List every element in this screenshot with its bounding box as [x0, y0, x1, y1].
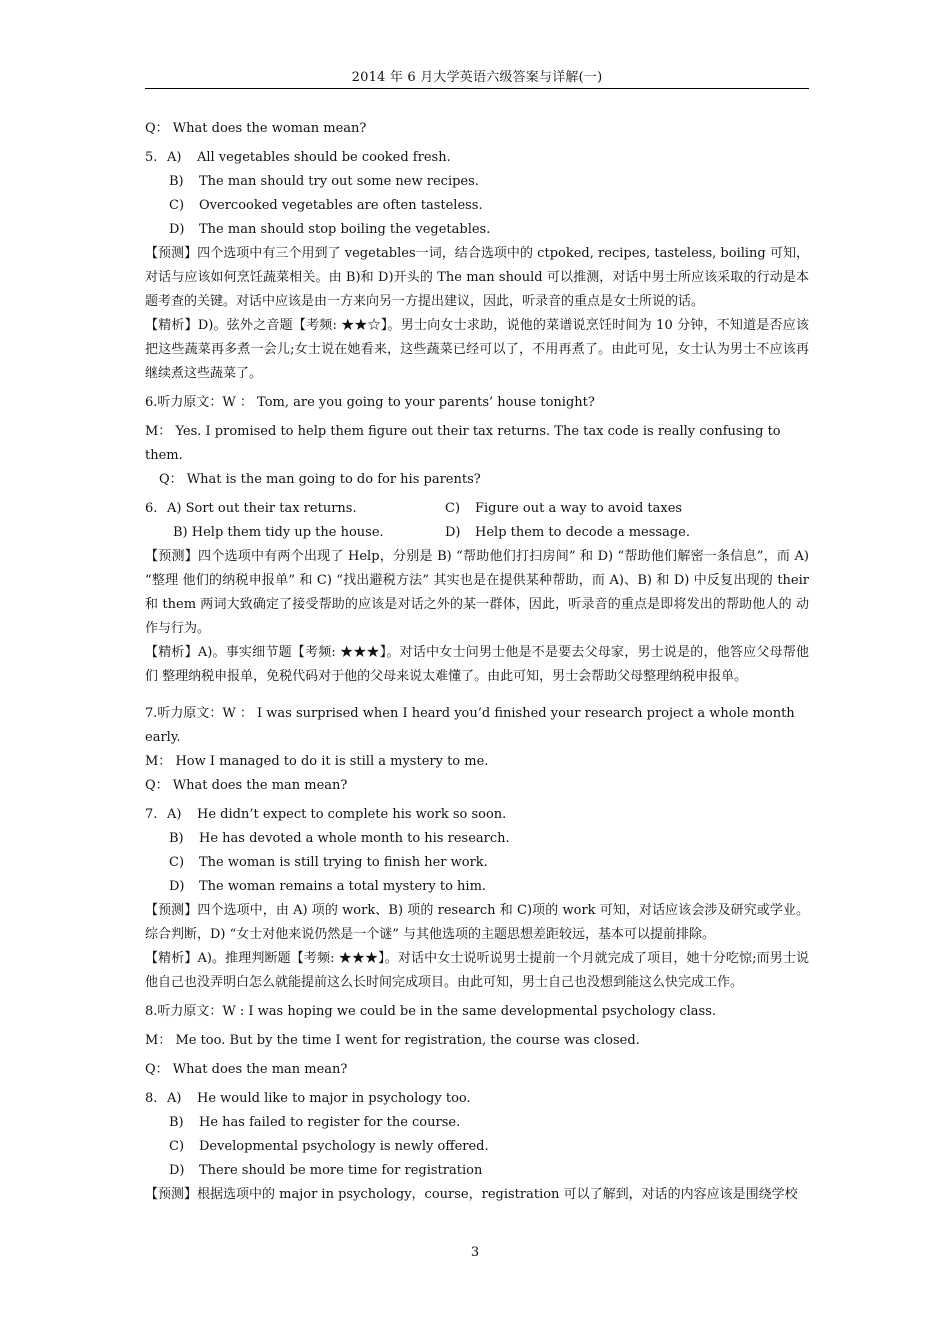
q5-option-c: C) Overcooked vegetables are often tasteless. [169, 198, 483, 213]
q7-prediction: 【预测】四个选项中，由 A) 项的 work、B) 项的 research 和 C)项的 work 可知，对话应该会涉及研究或学业。综合判断，D) “女士对他来说仍然是一个谜” 与其他选项的主题思想差距较远，基本可以提前排除。 [145, 903, 809, 942]
q6-analysis: 【精析】A)。事实细节题【考频: ★★★】。对话中女士问男士他是不是要去父母家，男士说是的，他答应父母帮他们 整理纳税申报单，免税代码对于他的父母来说太难懂了。由此可知，男士会帮助父母整理纳税申报单。 [145, 645, 809, 684]
q8-script-woman: 8.听力原文：W : I was hoping we could be in the same developmental psychology class. [145, 1004, 716, 1019]
q6-script-man: M： Yes. I promised to help them figure out their tax returns. The tax code is really confusing to them. [145, 424, 781, 463]
q6-options-row-1: 6. A) Sort out their tax returns. C) Figure out a way to avoid taxes [145, 497, 809, 521]
q6-option-a: A) Sort out their tax returns. [167, 501, 357, 516]
q6-option-c: C) Figure out a way to avoid taxes [445, 501, 683, 516]
page-number: 3 [470, 1245, 480, 1260]
q6-option-b: B) Help them tidy up the house. [173, 525, 384, 540]
q6-options-row-2 [145, 521, 809, 545]
q7-question: Q： What does the man mean? [145, 778, 348, 793]
q5-option-b: B) The man should try out some new recipes. [169, 174, 479, 189]
q7-script-man: M： How I managed to do it is still a mystery to me. [145, 754, 489, 769]
q8-option-b: B) He has failed to register for the course. [169, 1115, 461, 1130]
q5-prediction: 【预测】四个选项中有三个用到了 vegetables一词，结合选项中的 ctpoked, recipes, tasteless, boiling 可知，对话与应该如何烹饪蔬菜相关。由 B)和 D)开头的 The man should 可以推测，对话中男士所应该采取的行动是本题考查的关键。对话中应该是由一方来向另一方提出建议，因此，听录音的重点是女士所说的话。 [145, 246, 809, 309]
q7-option-a: 7. A) He didn’t expect to complete his work so soon. [145, 807, 507, 822]
q7-script-woman: 7.听力原文：W ： I was surprised when I heard you’d finished your research project a whole month early. [145, 706, 795, 745]
q6-question: Q： What is the man going to do for his parents? [159, 472, 481, 487]
q5-option-d: D) The man should stop boiling the vegetables. [169, 222, 491, 237]
q5-analysis: 【精析】D)。弦外之音题【考频: ★★☆】。男士向女士求助，说他的菜谱说烹饪时间为 10 分钟，不知道是否应该把这些蔬菜再多煮一会儿;女士说在她看来，这些蔬菜已经可以了，不用再煮了。由此可见，女士认为男士不应该再继续煮这些蔬菜了。 [145, 318, 809, 381]
q6-prediction: 【预测】四个选项中有两个出现了 Help，分别是 B) “帮助他们打扫房间” 和 D) “帮助他们解密一条信息”，而 A) “整理 他们的纳税申报单” 和 C) “找出避税方法” 其实也是在提供某种帮助，而 A)、B) 和 D) 中反复出现的 their 和 them 两词大致确定了接受帮助的应该是对话之外的某一群体，因此，听录音的重点是即将发出的帮助他人的 动作与行为。 [145, 549, 809, 636]
q6-option-d: D) Help them to decode a message. [445, 525, 690, 540]
q8-option-c: C) Developmental psychology is newly offered. [169, 1139, 489, 1154]
q8-prediction: 【预测】根据选项中的 major in psychology，course，registration 可以了解到，对话的内容应该是围绕学校 [145, 1187, 798, 1202]
q7-analysis: 【精析】A)。推理判断题【考频: ★★★】。对话中女士说听说男士提前一个月就完成了项目，她十分吃惊;而男士说他自己也没弄明白怎么就能提前这么长时间完成项目。由此可知，男士自己也没想到能这么快完成工作。 [145, 951, 809, 990]
q6-script-woman: 6.听力原文：W ： Tom, are you going to your parents’ house tonight? [145, 395, 595, 410]
q5-prev-question: Q： What does the woman mean? [145, 121, 367, 136]
q8-script-man: M： Me too. But by the time I went for registration, the course was closed. [145, 1033, 640, 1048]
q5-option-a: 5. A) All vegetables should be cooked fresh. [145, 150, 451, 165]
q7-option-c: C) The woman is still trying to finish her work. [169, 855, 488, 870]
page-header-title: 2014 年 6 月大学英语六级答案与详解(一) [351, 70, 603, 85]
q8-question: Q： What does the man mean? [145, 1062, 348, 1077]
document-body [145, 117, 809, 1207]
q7-option-b: B) He has devoted a whole month to his research. [169, 831, 510, 846]
header-divider [145, 88, 809, 89]
q8-option-d: D) There should be more time for registration [169, 1163, 483, 1178]
q8-option-a: 8. A) He would like to major in psychology too. [145, 1091, 471, 1106]
q7-option-d: D) The woman remains a total mystery to him. [169, 879, 487, 894]
